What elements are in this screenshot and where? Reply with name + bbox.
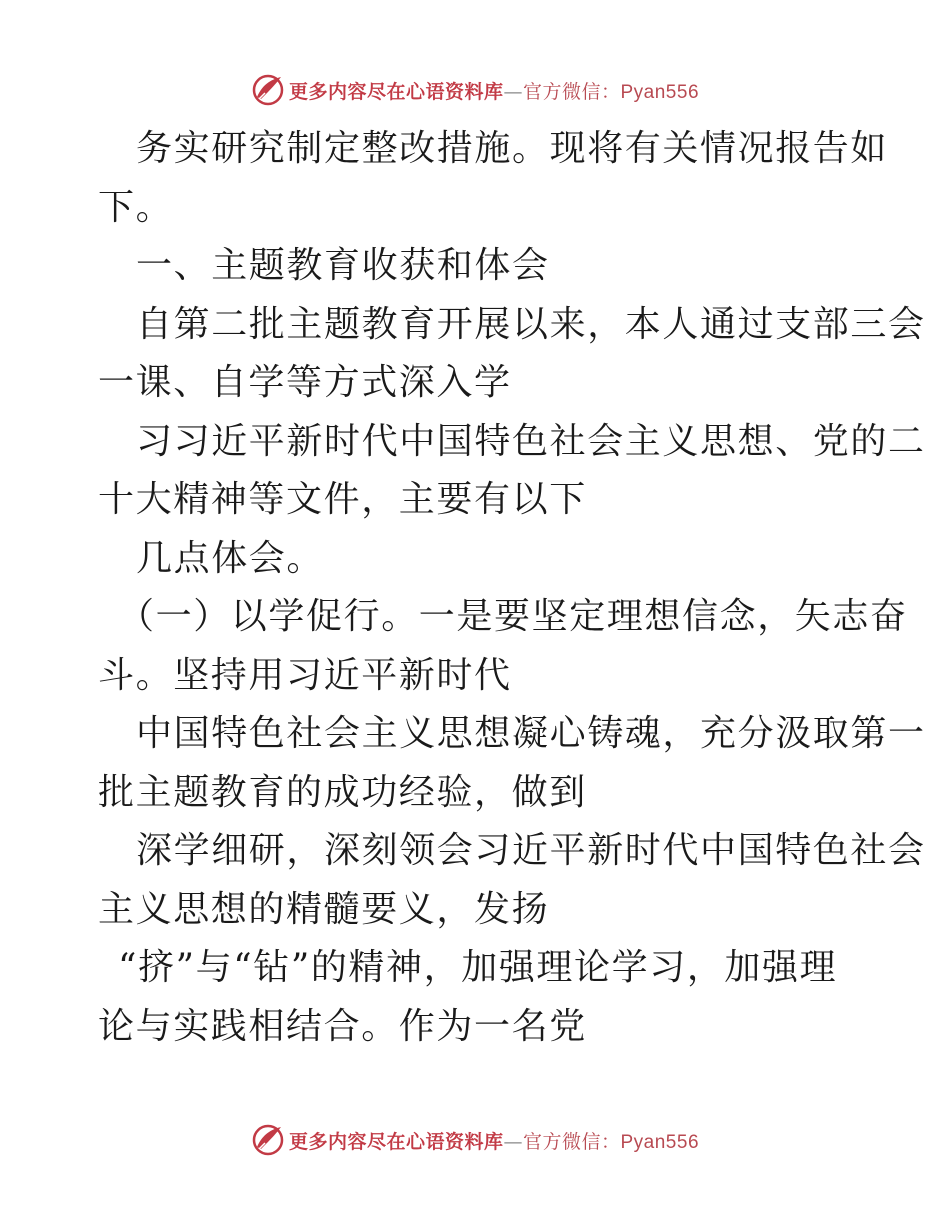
- header-dash: —: [503, 80, 523, 103]
- footer-wechat-id: Pyan556: [620, 1131, 700, 1153]
- paragraph-line: 几点体会。: [136, 537, 325, 579]
- paragraph-line: 十大精神等文件，主要有以下: [98, 479, 587, 520]
- paragraph-line: （一）以学促行。一是要坚定理想信念，矢志奋: [118, 596, 908, 637]
- paragraph-line: 中国特色社会主义思想凝心铸魂，充分汲取第一: [136, 713, 926, 754]
- paragraph-line: 批主题教育的成功经验，做到: [98, 771, 587, 813]
- paragraph-line: 斗。坚持用习近平新时代: [98, 654, 512, 696]
- footer-banner-text: [289, 1127, 699, 1154]
- paragraph-line: 务实研究制定整改措施。现将有关情况报告如: [136, 128, 889, 169]
- footer-lead: 更多内容尽在心语资料库: [288, 1130, 504, 1153]
- header-lead: 更多内容尽在心语资料库: [288, 80, 504, 103]
- footer-wechat-label: 官方微信：: [522, 1130, 621, 1153]
- paragraph-line: “挤”与“钻”的精神，加强理论学习，加强理: [118, 947, 838, 988]
- header-wechat-label: 官方微信：: [522, 80, 621, 103]
- paragraph-line: 习习近平新时代中国特色社会主义思想、党的二: [136, 420, 926, 462]
- paragraph-line: 深学细研，深刻领会习近平新时代中国特色社会: [136, 830, 926, 871]
- paragraph-line: 自第二批主题教育开展以来，本人通过支部三会: [136, 303, 926, 345]
- header-banner: [0, 70, 950, 110]
- section-heading: 一、主题教育收获和体会: [136, 245, 550, 286]
- quill-logo-icon: [251, 73, 285, 107]
- header-wechat-id: Pyan556: [620, 81, 700, 103]
- footer-dash: —: [503, 1130, 523, 1153]
- footer-banner: [0, 1120, 950, 1160]
- header-banner-text: [289, 77, 699, 104]
- paragraph-line: 论与实践相结合。作为一名党: [98, 1005, 587, 1047]
- document-body: [98, 120, 926, 1056]
- paragraph-line: 主义思想的精髓要义，发扬: [98, 888, 550, 930]
- paragraph-line: 下。: [98, 186, 174, 228]
- quill-logo-icon: [251, 1123, 285, 1157]
- paragraph-line: 一课、自学等方式深入学: [98, 362, 512, 403]
